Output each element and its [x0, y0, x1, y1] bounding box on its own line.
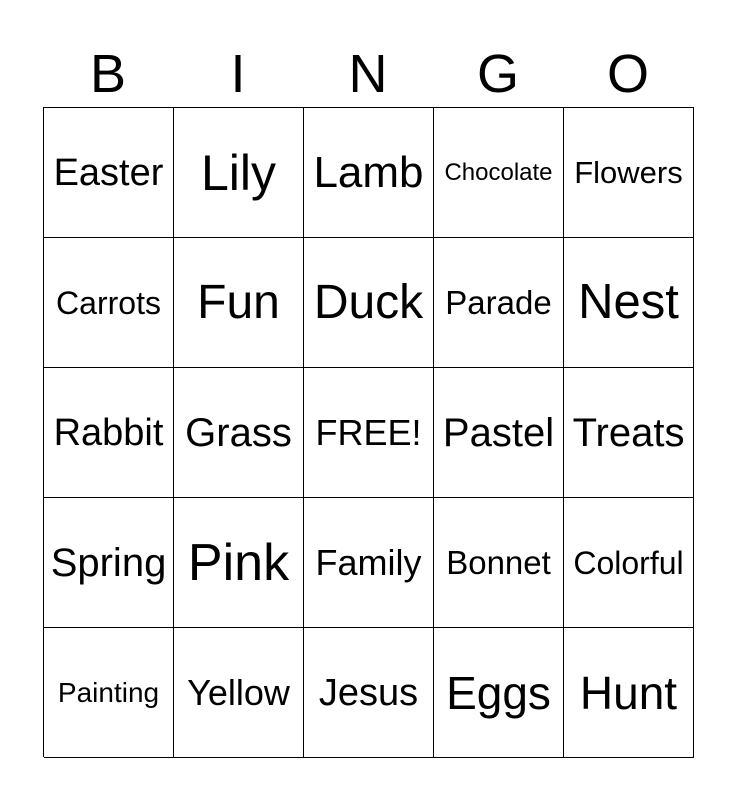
bingo-cell[interactable]: Treats	[564, 368, 694, 498]
bingo-cell[interactable]: Duck	[304, 238, 434, 368]
bingo-board	[43, 107, 694, 757]
bingo-cell[interactable]: Family	[304, 498, 434, 628]
header-letter-n: N	[348, 44, 388, 104]
bingo-cell[interactable]: Lamb	[304, 108, 434, 238]
bingo-cell[interactable]: Flowers	[564, 108, 694, 238]
bingo-cell[interactable]: Grass	[174, 368, 304, 498]
bingo-cell[interactable]: Eggs	[434, 628, 564, 758]
bingo-cell[interactable]: Parade	[434, 238, 564, 368]
bingo-cell[interactable]: Fun	[174, 238, 304, 368]
bingo-cell[interactable]: Bonnet	[434, 498, 564, 628]
bingo-cell[interactable]: Rabbit	[44, 368, 174, 498]
free-space[interactable]: FREE!	[304, 368, 434, 498]
bingo-header	[43, 40, 693, 108]
header-letter-o: O	[606, 44, 649, 104]
bingo-cell[interactable]: Colorful	[564, 498, 694, 628]
bingo-cell[interactable]: Yellow	[174, 628, 304, 758]
bingo-cell[interactable]: Painting	[44, 628, 174, 758]
header-letter-b: B	[89, 44, 127, 104]
bingo-cell[interactable]: Chocolate	[434, 108, 564, 238]
bingo-cell[interactable]: Hunt	[564, 628, 694, 758]
bingo-cell[interactable]: Lily	[174, 108, 304, 238]
bingo-cell[interactable]: Jesus	[304, 628, 434, 758]
bingo-cell[interactable]: Pastel	[434, 368, 564, 498]
bingo-cell[interactable]: Nest	[564, 238, 694, 368]
bingo-cell[interactable]: Carrots	[44, 238, 174, 368]
header-letter-i: I	[230, 44, 246, 104]
bingo-cell[interactable]: Easter	[44, 108, 174, 238]
bingo-cell[interactable]: Spring	[44, 498, 174, 628]
bingo-cell[interactable]: Pink	[174, 498, 304, 628]
header-letter-g: G	[476, 44, 519, 104]
